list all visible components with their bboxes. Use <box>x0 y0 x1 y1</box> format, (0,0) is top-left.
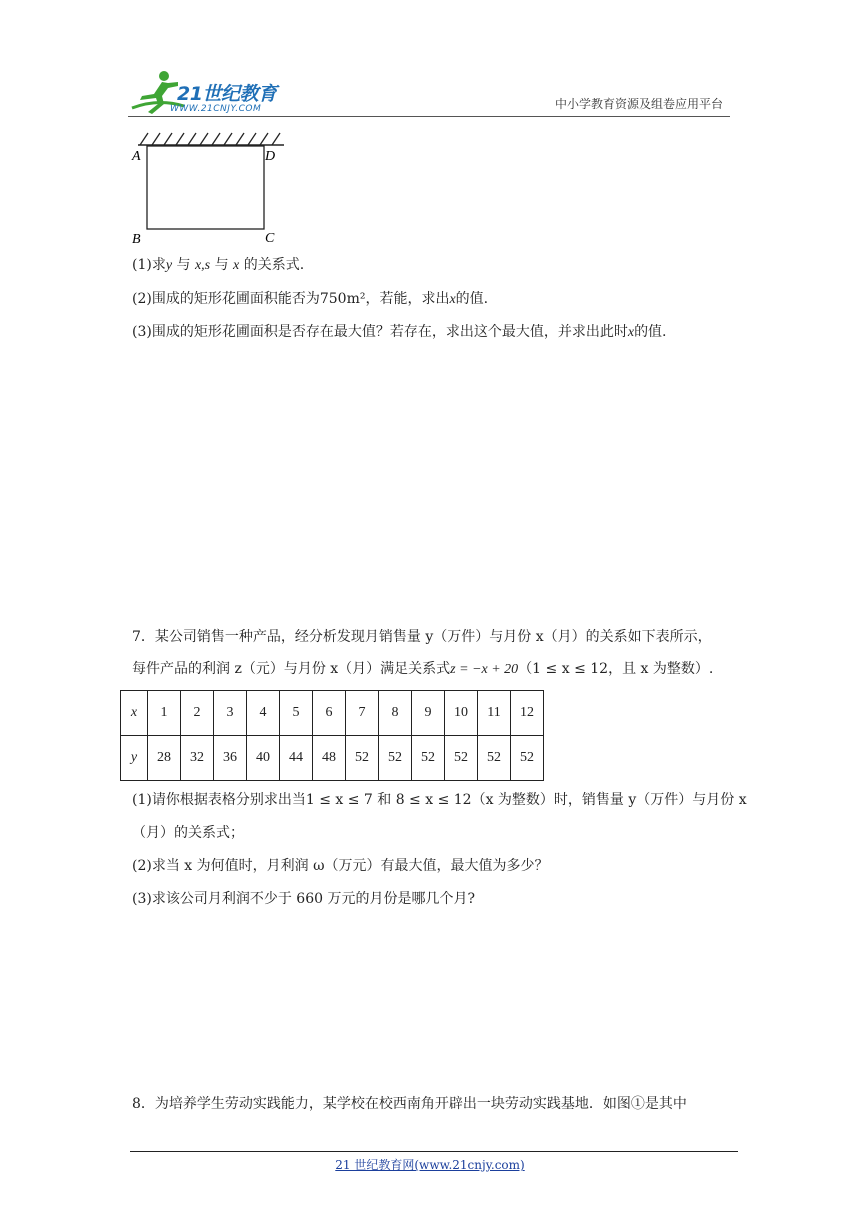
q7-line1: 7．某公司销售一种产品，经分析发现月销售量 y（万件）与月份 x（月）的关系如下表所示， <box>132 629 712 645</box>
table-cell: 4 <box>247 691 280 736</box>
sales-table <box>120 690 544 781</box>
label-b: B <box>132 232 141 247</box>
table-cell: 52 <box>412 736 445 781</box>
table-cell: 9 <box>412 691 445 736</box>
footer-divider <box>130 1151 738 1152</box>
table-cell: 52 <box>445 736 478 781</box>
table-cell: 28 <box>148 736 181 781</box>
q7-part1-line2: （月）的关系式； <box>132 825 244 841</box>
wall-hatch <box>140 133 280 145</box>
table-cell: 52 <box>511 736 544 781</box>
table-cell: 11 <box>478 691 511 736</box>
table-cell: 6 <box>313 691 346 736</box>
table-cell: 12 <box>511 691 544 736</box>
table-cell: 52 <box>346 736 379 781</box>
logo-text: 21世纪教育 <box>177 83 277 105</box>
table-cell: 44 <box>280 736 313 781</box>
label-d: D <box>265 149 276 164</box>
label-a: A <box>132 149 141 164</box>
header-divider <box>128 116 730 117</box>
table-row-y <box>121 736 544 781</box>
q6-part3: (3)围成的矩形花圃面积是否存在最大值？若存在，求出这个最大值，并求出此时x的值. <box>132 324 667 340</box>
table-cell: 52 <box>379 736 412 781</box>
table-cell: 3 <box>214 691 247 736</box>
label-c: C <box>265 231 275 246</box>
table-cell: 36 <box>214 736 247 781</box>
table-cell: 52 <box>478 736 511 781</box>
table-cell: 32 <box>181 736 214 781</box>
table-cell: 10 <box>445 691 478 736</box>
q7-line2: 每件产品的利润 z（元）与月份 x（月）满足关系式z = −x + 20（1 ≤ x ≤ 12，且 x 为整数）. <box>132 661 714 677</box>
q8-line1: 8．为培养学生劳动实践能力，某学校在校西南角开辟出一块劳动实践基地．如图①是其中 <box>132 1096 687 1112</box>
garden-rectangle <box>147 146 264 229</box>
logo-url: WWW.21CNJY.COM <box>170 104 262 114</box>
q6-part1: (1)求y 与 x,s 与 x 的关系式. <box>132 257 305 273</box>
table-header-y: y <box>121 736 148 781</box>
table-cell: 2 <box>181 691 214 736</box>
table-cell: 40 <box>247 736 280 781</box>
table-row-x <box>121 691 544 736</box>
table-cell: 7 <box>346 691 379 736</box>
table-cell: 48 <box>313 736 346 781</box>
q7-part3: (3)求该公司月利润不少于 660 万元的月份是哪几个月? <box>132 891 475 907</box>
q6-part2: (2)围成的矩形花圃面积能否为750m²，若能，求出x的值. <box>132 291 489 307</box>
table-cell: 5 <box>280 691 313 736</box>
q7-part1-line1: (1)请你根据表格分别求出当1 ≤ x ≤ 7 和 8 ≤ x ≤ 12（x 为整数）时，销售量 y（万件）与月份 x <box>132 792 747 808</box>
rectangle-figure <box>128 128 298 250</box>
header-title: 中小学教育资源及组卷应用平台 <box>554 97 723 111</box>
table-cell: 8 <box>379 691 412 736</box>
footer-link[interactable]: 21 世纪教育网(www.21cnjy.com) <box>335 1158 525 1172</box>
table-cell: 1 <box>148 691 181 736</box>
q7-part2: (2)求当 x 为何值时，月利润 ω（万元）有最大值，最大值为多少？ <box>132 858 549 874</box>
table-header-x: x <box>121 691 148 736</box>
